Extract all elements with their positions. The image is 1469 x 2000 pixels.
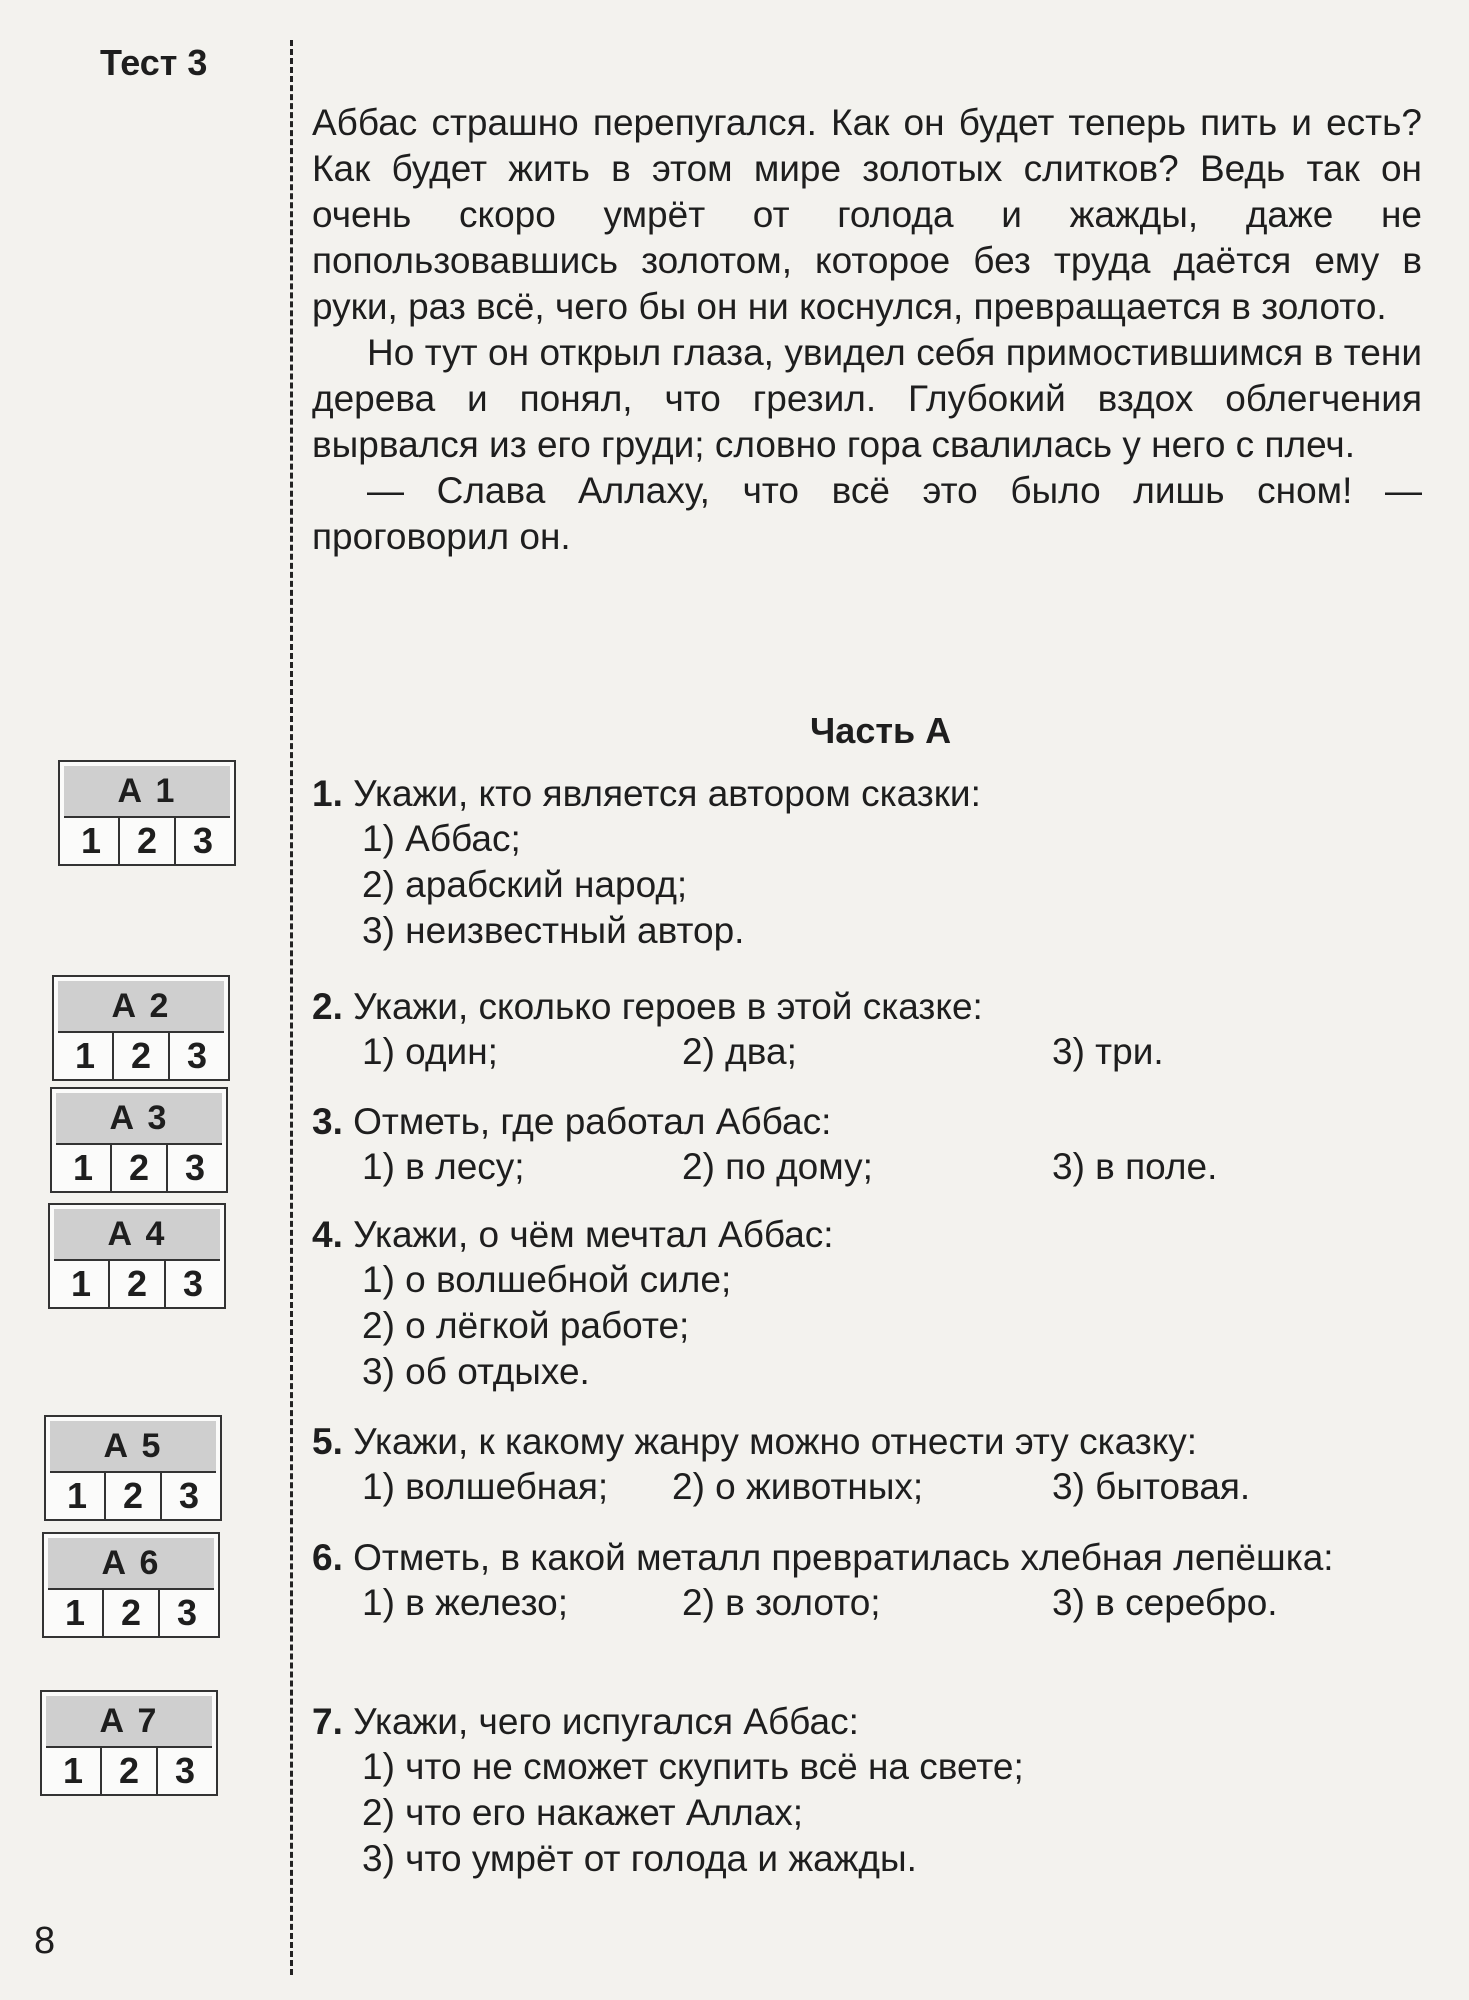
answer-option-3[interactable]: 3 <box>184 1147 206 1188</box>
answer-box-label: А 5 <box>50 1421 216 1473</box>
question-text: Отметь, где работал Аббас: <box>353 1101 832 1142</box>
question-7 <box>312 1700 1422 1882</box>
answer-option-3[interactable]: 3 <box>178 1475 200 1516</box>
answer-option-2[interactable]: 2 <box>120 818 176 864</box>
answer-box-label: А 2 <box>58 981 224 1033</box>
question-number: 6. <box>312 1537 343 1578</box>
passage-paragraph: — Слава Аллаху, что всё это было лишь сном! — проговорил он. <box>312 470 1422 557</box>
answer-option-1[interactable]: 1 <box>58 1033 114 1079</box>
question-option: 1) Аббас; <box>362 818 521 859</box>
answer-box-a5[interactable] <box>44 1415 222 1521</box>
answer-option-1[interactable]: 1 <box>46 1748 102 1794</box>
question-text: Укажи, о чём мечтал Аббас: <box>353 1214 834 1255</box>
question-3 <box>312 1100 1422 1190</box>
question-2 <box>312 985 1422 1075</box>
question-option: 3) три. <box>1052 1031 1164 1072</box>
question-number: 3. <box>312 1101 343 1142</box>
question-option: 3) в серебро. <box>1052 1582 1278 1623</box>
answer-option-3[interactable]: 3 <box>176 1592 198 1633</box>
question-6 <box>312 1536 1422 1626</box>
answer-box-label: А 1 <box>64 766 230 818</box>
passage-paragraph: Аббас страшно перепугался. Как он будет теперь пить и есть? Как будет жить в этом мире золотых слитков? Ведь так он очень скоро умрёт от голода и жажды, даже не попользовавшись золотом, которое без труда даётся ему в руки, раз всё, чего бы он ни коснулся, превращается в золото. <box>312 102 1422 327</box>
answer-option-1[interactable]: 1 <box>64 818 120 864</box>
question-option: 2) о животных; <box>672 1466 924 1507</box>
question-option: 3) что умрёт от голода и жажды. <box>362 1838 917 1879</box>
answer-option-3[interactable]: 3 <box>174 1750 196 1791</box>
question-text: Укажи, к какому жанру можно отнести эту сказку: <box>353 1421 1198 1462</box>
question-option: 2) два; <box>682 1031 797 1072</box>
page-number: 8 <box>34 1920 56 1962</box>
question-text: Отметь, в какой металл превратилась хлебная лепёшка: <box>353 1537 1334 1578</box>
question-text: Укажи, кто является автором сказки: <box>353 773 981 814</box>
answer-box-a6[interactable] <box>42 1532 220 1638</box>
test-title: Тест 3 <box>100 42 208 83</box>
answer-option-3[interactable]: 3 <box>192 820 214 861</box>
question-1 <box>312 772 1422 954</box>
question-option: 1) в лесу; <box>362 1146 525 1187</box>
passage-paragraph: Но тут он открыл глаза, увидел себя примостившимся в тени дерева и понял, что грезил. Глубокий вздох облегчения вырвался из его груди; словно гора свалилась у него с плеч. <box>312 332 1422 465</box>
answer-option-2[interactable]: 2 <box>110 1261 166 1307</box>
answer-option-2[interactable]: 2 <box>112 1145 168 1191</box>
question-option: 3) об отдыхе. <box>362 1351 590 1392</box>
answer-option-3[interactable]: 3 <box>186 1035 208 1076</box>
answer-option-2[interactable]: 2 <box>104 1590 160 1636</box>
answer-option-3[interactable]: 3 <box>182 1263 204 1304</box>
question-option: 1) один; <box>362 1031 498 1072</box>
question-option: 2) арабский народ; <box>362 864 688 905</box>
answer-box-a4[interactable] <box>48 1203 226 1309</box>
question-number: 4. <box>312 1214 343 1255</box>
question-4 <box>312 1213 1422 1395</box>
answer-option-2[interactable]: 2 <box>114 1033 170 1079</box>
answer-option-1[interactable]: 1 <box>50 1473 106 1519</box>
answer-box-a1[interactable] <box>58 760 236 866</box>
question-option: 2) в золото; <box>682 1582 881 1623</box>
question-option: 3) неизвестный автор. <box>362 910 745 951</box>
answer-box-label: А 3 <box>56 1093 222 1145</box>
answer-box-a7[interactable] <box>40 1690 218 1796</box>
answer-option-2[interactable]: 2 <box>102 1748 158 1794</box>
answer-box-a2[interactable] <box>52 975 230 1081</box>
section-title: Часть А <box>810 710 952 751</box>
question-option: 1) что не сможет скупить всё на свете; <box>362 1746 1024 1787</box>
answer-option-2[interactable]: 2 <box>106 1473 162 1519</box>
question-number: 1. <box>312 773 343 814</box>
question-number: 2. <box>312 986 343 1027</box>
answer-box-a3[interactable] <box>50 1087 228 1193</box>
question-option: 1) о волшебной силе; <box>362 1259 732 1300</box>
answer-option-1[interactable]: 1 <box>48 1590 104 1636</box>
question-5 <box>312 1420 1422 1510</box>
question-option: 2) по дому; <box>682 1146 873 1187</box>
story-passage <box>312 100 1422 560</box>
answer-box-label: А 4 <box>54 1209 220 1261</box>
answer-box-label: А 7 <box>46 1696 212 1748</box>
question-option: 3) в поле. <box>1052 1146 1218 1187</box>
question-number: 7. <box>312 1701 343 1742</box>
question-text: Укажи, сколько героев в этой сказке: <box>353 986 983 1027</box>
answer-box-label: А 6 <box>48 1538 214 1590</box>
question-option: 2) о лёгкой работе; <box>362 1305 690 1346</box>
question-text: Укажи, чего испугался Аббас: <box>353 1701 859 1742</box>
question-option: 2) что его накажет Аллах; <box>362 1792 804 1833</box>
question-option: 3) бытовая. <box>1052 1466 1251 1507</box>
answer-option-1[interactable]: 1 <box>56 1145 112 1191</box>
dashed-divider <box>290 40 293 1975</box>
answer-option-1[interactable]: 1 <box>54 1261 110 1307</box>
question-option: 1) волшебная; <box>362 1466 609 1507</box>
question-number: 5. <box>312 1421 343 1462</box>
question-option: 1) в железо; <box>362 1582 568 1623</box>
